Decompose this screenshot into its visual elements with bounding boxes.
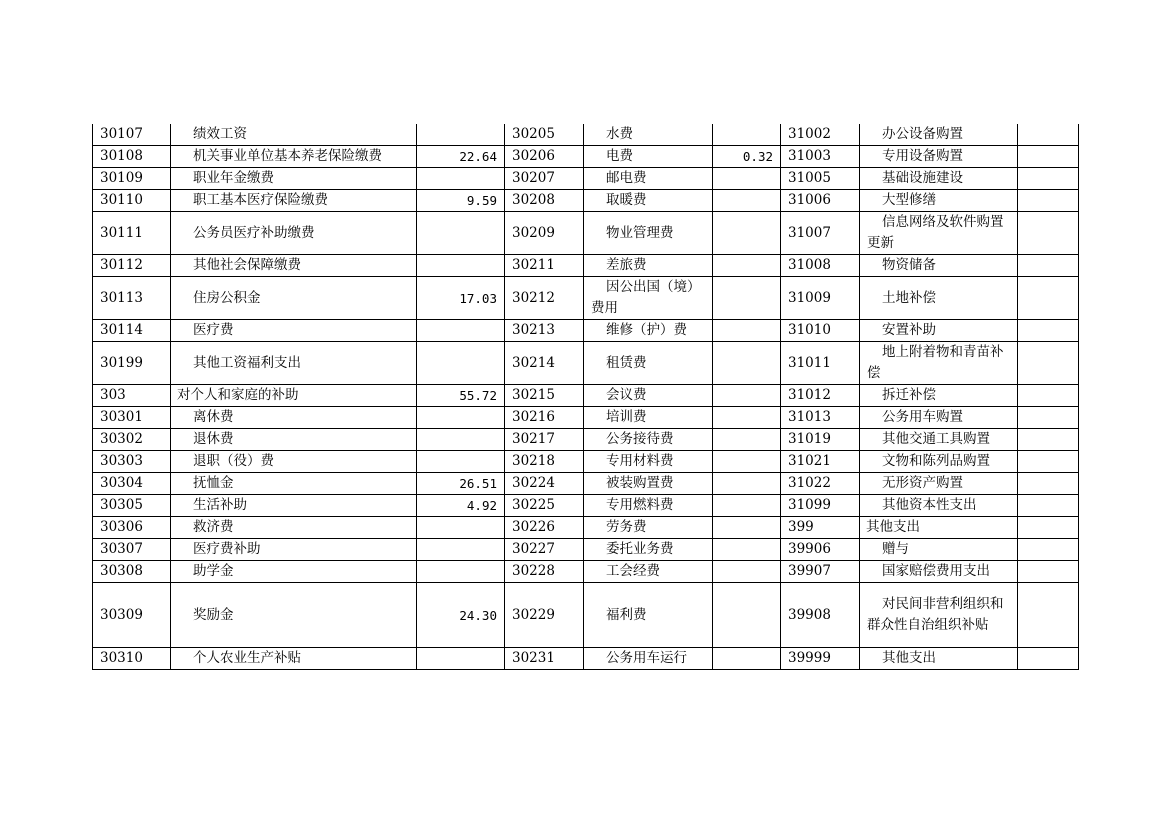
subject-code-cell: 30208 — [505, 190, 584, 212]
table-row — [93, 648, 1079, 670]
amount-cell — [1018, 473, 1079, 495]
amount-cell: 24.30 — [417, 583, 505, 648]
amount-cell — [713, 190, 781, 212]
subject-code-cell: 39907 — [781, 561, 860, 583]
subject-name-cell: 租赁费 — [584, 342, 713, 385]
amount-cell — [713, 212, 781, 255]
subject-code-cell: 30199 — [93, 342, 171, 385]
subject-name-cell: 国家赔偿费用支出 — [860, 561, 1018, 583]
amount-cell — [417, 342, 505, 385]
amount-cell — [1018, 648, 1079, 670]
table-row — [93, 190, 1079, 212]
amount-cell — [417, 561, 505, 583]
table-row — [93, 539, 1079, 561]
subject-name-cell: 专用材料费 — [584, 451, 713, 473]
amount-cell — [1018, 517, 1079, 539]
subject-name-cell: 其他交通工具购置 — [860, 429, 1018, 451]
table-row — [93, 451, 1079, 473]
amount-cell — [713, 277, 781, 320]
amount-cell — [713, 561, 781, 583]
subject-code-cell: 30107 — [93, 124, 171, 146]
subject-name-text: 信息网络及软件购置更新 — [867, 214, 1004, 251]
subject-name-cell: 办公设备购置 — [860, 124, 1018, 146]
amount-cell: 26.51 — [417, 473, 505, 495]
subject-code-cell: 31099 — [781, 495, 860, 517]
amount-cell — [1018, 561, 1079, 583]
table-row — [93, 342, 1079, 385]
subject-name-cell: 电费 — [584, 146, 713, 168]
amount-cell — [713, 583, 781, 648]
subject-name-text: 对民间非营利组织和群众性自治组织补贴 — [867, 596, 1004, 633]
subject-name-cell: 物资储备 — [860, 255, 1018, 277]
amount-cell — [1018, 451, 1079, 473]
amount-cell — [713, 342, 781, 385]
amount-cell — [1018, 277, 1079, 320]
subject-name-cell: 土地补偿 — [860, 277, 1018, 320]
subject-name-cell: 其他工资福利支出 — [171, 342, 417, 385]
budget-expense-table — [92, 124, 1079, 670]
subject-code-cell: 30310 — [93, 648, 171, 670]
amount-cell — [713, 168, 781, 190]
subject-name-cell: 其他社会保障缴费 — [171, 255, 417, 277]
subject-name-cell: 赠与 — [860, 539, 1018, 561]
subject-code-cell: 31022 — [781, 473, 860, 495]
amount-cell — [713, 320, 781, 342]
subject-code-cell: 303 — [93, 385, 171, 407]
subject-name-cell — [860, 583, 1018, 648]
amount-cell: 55.72 — [417, 385, 505, 407]
subject-name-cell: 文物和陈列品购置 — [860, 451, 1018, 473]
amount-cell — [1018, 539, 1079, 561]
subject-name-cell: 其他支出 — [860, 648, 1018, 670]
table-row — [93, 320, 1079, 342]
subject-code-cell: 30309 — [93, 583, 171, 648]
amount-cell: 17.03 — [417, 277, 505, 320]
table-row — [93, 429, 1079, 451]
subject-code-cell: 31011 — [781, 342, 860, 385]
amount-cell — [713, 473, 781, 495]
subject-name-cell: 助学金 — [171, 561, 417, 583]
amount-cell — [1018, 168, 1079, 190]
subject-name-cell: 委托业务费 — [584, 539, 713, 561]
subject-name-cell: 培训费 — [584, 407, 713, 429]
amount-cell — [713, 539, 781, 561]
subject-name-cell: 医疗费 — [171, 320, 417, 342]
subject-code-cell: 31002 — [781, 124, 860, 146]
subject-code-cell: 30216 — [505, 407, 584, 429]
subject-code-cell: 31006 — [781, 190, 860, 212]
subject-code-cell: 30214 — [505, 342, 584, 385]
amount-cell — [417, 517, 505, 539]
amount-cell — [417, 451, 505, 473]
table-row — [93, 407, 1079, 429]
amount-cell — [1018, 320, 1079, 342]
subject-name-cell: 绩效工资 — [171, 124, 417, 146]
subject-name-cell: 职工基本医疗保险缴费 — [171, 190, 417, 212]
amount-cell — [713, 429, 781, 451]
subject-code-cell: 30215 — [505, 385, 584, 407]
subject-name-cell: 差旅费 — [584, 255, 713, 277]
table-body — [93, 124, 1079, 670]
table-row — [93, 561, 1079, 583]
amount-cell — [713, 407, 781, 429]
amount-cell — [713, 648, 781, 670]
subject-name-cell: 安置补助 — [860, 320, 1018, 342]
subject-name-cell: 物业管理费 — [584, 212, 713, 255]
subject-code-cell: 31021 — [781, 451, 860, 473]
subject-code-cell: 30306 — [93, 517, 171, 539]
subject-name-cell: 公务用车购置 — [860, 407, 1018, 429]
table-row — [93, 495, 1079, 517]
amount-cell: 9.59 — [417, 190, 505, 212]
subject-name-cell: 对个人和家庭的补助 — [171, 385, 417, 407]
subject-name-cell: 被装购置费 — [584, 473, 713, 495]
subject-code-cell: 30231 — [505, 648, 584, 670]
subject-name-cell — [860, 212, 1018, 255]
table-row — [93, 255, 1079, 277]
subject-code-cell: 30225 — [505, 495, 584, 517]
amount-cell — [713, 451, 781, 473]
subject-code-cell: 30211 — [505, 255, 584, 277]
table-row — [93, 583, 1079, 648]
subject-code-cell: 30212 — [505, 277, 584, 320]
subject-code-cell: 31003 — [781, 146, 860, 168]
amount-cell — [713, 255, 781, 277]
subject-name-cell: 取暖费 — [584, 190, 713, 212]
amount-cell: 22.64 — [417, 146, 505, 168]
subject-code-cell: 31012 — [781, 385, 860, 407]
subject-code-cell: 399 — [781, 517, 860, 539]
subject-code-cell: 30308 — [93, 561, 171, 583]
amount-cell — [417, 320, 505, 342]
subject-name-cell: 专用燃料费 — [584, 495, 713, 517]
subject-code-cell: 39908 — [781, 583, 860, 648]
amount-cell — [417, 407, 505, 429]
subject-name-cell — [860, 342, 1018, 385]
subject-name-cell: 拆迁补偿 — [860, 385, 1018, 407]
amount-cell — [417, 648, 505, 670]
amount-cell — [713, 385, 781, 407]
subject-name-cell: 公务员医疗补助缴费 — [171, 212, 417, 255]
subject-code-cell: 30226 — [505, 517, 584, 539]
subject-name-text: 地上附着物和青苗补偿 — [867, 344, 1004, 381]
subject-name-cell: 福利费 — [584, 583, 713, 648]
subject-code-cell: 30228 — [505, 561, 584, 583]
subject-code-cell: 31010 — [781, 320, 860, 342]
subject-name-cell: 维修（护）费 — [584, 320, 713, 342]
subject-code-cell: 30229 — [505, 583, 584, 648]
subject-code-cell: 31009 — [781, 277, 860, 320]
subject-code-cell: 30205 — [505, 124, 584, 146]
subject-code-cell: 39906 — [781, 539, 860, 561]
amount-cell — [1018, 146, 1079, 168]
subject-name-cell — [584, 277, 713, 320]
table-row — [93, 277, 1079, 320]
subject-code-cell: 39999 — [781, 648, 860, 670]
amount-cell — [1018, 429, 1079, 451]
subject-name-cell: 退职（役）费 — [171, 451, 417, 473]
table-row — [93, 385, 1079, 407]
subject-code-cell: 30224 — [505, 473, 584, 495]
table-row — [93, 168, 1079, 190]
subject-name-cell: 专用设备购置 — [860, 146, 1018, 168]
subject-name-text: 因公出国（境）费用 — [591, 279, 701, 316]
amount-cell — [1018, 407, 1079, 429]
subject-name-cell: 奖励金 — [171, 583, 417, 648]
amount-cell: 0.32 — [713, 146, 781, 168]
amount-cell — [1018, 583, 1079, 648]
amount-cell — [417, 539, 505, 561]
subject-name-cell: 大型修缮 — [860, 190, 1018, 212]
subject-name-cell: 其他支出 — [860, 517, 1018, 539]
subject-code-cell: 30213 — [505, 320, 584, 342]
amount-cell — [713, 495, 781, 517]
subject-name-cell: 水费 — [584, 124, 713, 146]
amount-cell — [1018, 190, 1079, 212]
amount-cell — [1018, 385, 1079, 407]
subject-name-cell: 救济费 — [171, 517, 417, 539]
subject-code-cell: 31007 — [781, 212, 860, 255]
subject-name-cell: 医疗费补助 — [171, 539, 417, 561]
subject-code-cell: 30113 — [93, 277, 171, 320]
subject-name-cell: 职业年金缴费 — [171, 168, 417, 190]
subject-name-cell: 公务用车运行 — [584, 648, 713, 670]
subject-code-cell: 30207 — [505, 168, 584, 190]
amount-cell — [417, 212, 505, 255]
subject-name-cell: 生活补助 — [171, 495, 417, 517]
subject-code-cell: 30304 — [93, 473, 171, 495]
amount-cell — [713, 124, 781, 146]
subject-name-cell: 退休费 — [171, 429, 417, 451]
subject-code-cell: 30217 — [505, 429, 584, 451]
amount-cell — [713, 517, 781, 539]
subject-code-cell: 30302 — [93, 429, 171, 451]
subject-name-cell: 会议费 — [584, 385, 713, 407]
table-row — [93, 517, 1079, 539]
amount-cell — [1018, 342, 1079, 385]
table-row — [93, 124, 1079, 146]
amount-cell — [1018, 212, 1079, 255]
subject-code-cell: 30227 — [505, 539, 584, 561]
subject-code-cell: 30209 — [505, 212, 584, 255]
subject-code-cell: 30114 — [93, 320, 171, 342]
subject-code-cell: 31013 — [781, 407, 860, 429]
subject-code-cell: 30112 — [93, 255, 171, 277]
amount-cell: 4.92 — [417, 495, 505, 517]
subject-name-cell: 无形资产购置 — [860, 473, 1018, 495]
subject-name-cell: 个人农业生产补贴 — [171, 648, 417, 670]
table-row — [93, 212, 1079, 255]
subject-name-cell: 其他资本性支出 — [860, 495, 1018, 517]
subject-code-cell: 30301 — [93, 407, 171, 429]
amount-cell — [1018, 495, 1079, 517]
subject-code-cell: 31019 — [781, 429, 860, 451]
subject-name-cell: 公务接待费 — [584, 429, 713, 451]
amount-cell — [1018, 124, 1079, 146]
amount-cell — [417, 168, 505, 190]
amount-cell — [417, 429, 505, 451]
subject-code-cell: 30110 — [93, 190, 171, 212]
subject-code-cell: 30111 — [93, 212, 171, 255]
amount-cell — [417, 255, 505, 277]
subject-name-cell: 劳务费 — [584, 517, 713, 539]
subject-name-cell: 工会经费 — [584, 561, 713, 583]
subject-name-cell: 机关事业单位基本养老保险缴费 — [171, 146, 417, 168]
subject-code-cell: 30109 — [93, 168, 171, 190]
subject-code-cell: 30108 — [93, 146, 171, 168]
subject-code-cell: 30206 — [505, 146, 584, 168]
subject-name-cell: 离休费 — [171, 407, 417, 429]
subject-code-cell: 31008 — [781, 255, 860, 277]
table-row — [93, 146, 1079, 168]
subject-code-cell: 30218 — [505, 451, 584, 473]
amount-cell — [1018, 255, 1079, 277]
subject-name-cell: 基础设施建设 — [860, 168, 1018, 190]
subject-code-cell: 30307 — [93, 539, 171, 561]
table-row — [93, 473, 1079, 495]
subject-code-cell: 30303 — [93, 451, 171, 473]
subject-name-cell: 住房公积金 — [171, 277, 417, 320]
subject-name-cell: 邮电费 — [584, 168, 713, 190]
subject-code-cell: 30305 — [93, 495, 171, 517]
subject-code-cell: 31005 — [781, 168, 860, 190]
amount-cell — [417, 124, 505, 146]
subject-name-cell: 抚恤金 — [171, 473, 417, 495]
